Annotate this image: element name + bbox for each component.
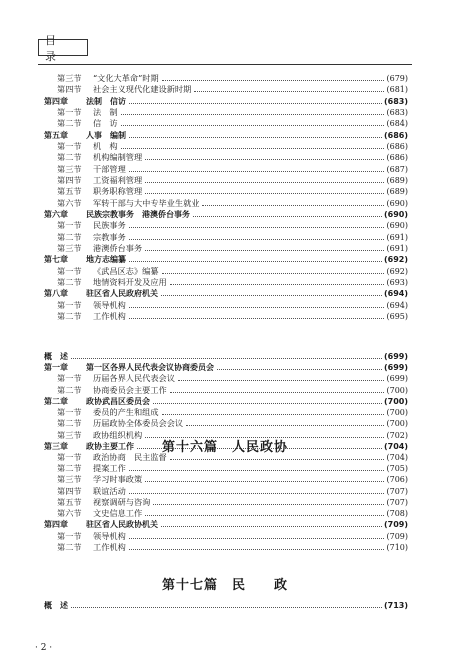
toc-entry-title: 工作机构 (93, 310, 126, 321)
toc-entry-number: 第二节 (57, 384, 82, 395)
toc-page-number: (707) (386, 486, 408, 496)
toc-page-number: (689) (386, 187, 408, 197)
dot-leader (193, 216, 382, 217)
toc-section-row (57, 175, 408, 186)
toc-page-number: (690) (386, 221, 408, 231)
toc-entry-title: 《武昌区志》编纂 (93, 265, 159, 276)
toc-page-number: (707) (386, 497, 408, 507)
toc-page-number: (700) (386, 385, 408, 395)
toc-entry-title: 工资福利管理 (93, 174, 143, 185)
toc-section-row (57, 107, 408, 118)
dot-leader (170, 284, 385, 285)
toc-chapter-row (44, 209, 408, 220)
toc-entry-number: 第一节 (57, 451, 82, 462)
toc-entry-number: 第一节 (57, 140, 82, 151)
toc-chapter-row (44, 519, 408, 530)
part-16-title: 第十六篇 人民政协 (161, 440, 288, 455)
toc-page-number: (700) (386, 419, 408, 429)
toc-page-number: (709) (383, 520, 408, 530)
toc-entry-title: 工作机构 (93, 541, 126, 552)
toc-chapter-row (44, 362, 408, 373)
dot-leader (129, 171, 385, 172)
dot-leader (129, 549, 385, 550)
toc-entry-number: 第一节 (57, 299, 82, 310)
toc-entry-number: 第二节 (57, 231, 82, 242)
toc-entry-title: 联谊活动 (93, 485, 126, 496)
toc-page-number: (690) (383, 209, 408, 219)
toc-page-number: (687) (386, 164, 408, 174)
toc-section-row (57, 277, 408, 288)
toc-entry-title: 领导机构 (93, 299, 126, 310)
dot-leader (153, 403, 382, 404)
toc-entry-number: 第一节 (57, 265, 82, 276)
toc-page-number: (705) (386, 464, 408, 474)
toc-entry-title: 地方志编纂 (86, 255, 126, 265)
header-rule (38, 64, 412, 65)
toc-page-number: (704) (386, 452, 408, 462)
toc-section-row (57, 474, 408, 485)
toc-entry-number: 第二节 (57, 276, 82, 287)
toc-entry-number: 第三节 (57, 474, 82, 485)
toc-page-number: (699) (386, 374, 408, 384)
toc-entry-title: 法制 信访 (86, 96, 126, 106)
dot-leader (129, 538, 385, 539)
dot-leader (170, 459, 385, 460)
toc-page-number: (700) (383, 396, 408, 406)
toc-section-row (57, 198, 408, 209)
dot-leader (129, 227, 385, 228)
toc-entry-title: 学习时事政策 (93, 474, 143, 485)
dot-leader (162, 414, 385, 415)
toc-section-row (57, 152, 408, 163)
toc-section-row (57, 118, 408, 129)
toc-entry-number: 第二节 (57, 418, 82, 429)
toc-entry-title: 社会主义现代化建设新时期 (93, 84, 192, 95)
toc-entry-title: 干部管理 (93, 163, 126, 174)
toc-section-row (57, 542, 408, 553)
toc-page-number: (702) (386, 430, 408, 440)
toc-entry-number: 第一节 (57, 106, 82, 117)
toc-entry-title: 法 制 (93, 106, 118, 117)
toc-entry-number: 第一节 (57, 373, 82, 384)
toc-entry-number: 第二节 (57, 310, 82, 321)
toc-section-row (57, 486, 408, 497)
toc-entry-number: 第一章 (44, 363, 68, 373)
toc-page-number: (689) (386, 175, 408, 185)
dot-leader (129, 493, 385, 494)
dot-leader (161, 526, 382, 527)
toc-entry-title: 宗教事务 (93, 231, 126, 242)
toc-chapter-row (44, 96, 408, 107)
toc-page-number: (699) (383, 363, 408, 373)
toc-page-number: (694) (383, 289, 408, 299)
dot-leader (129, 261, 382, 262)
toc-page-number: (693) (386, 277, 408, 287)
toc-entry-title: “文化大革命”时期 (93, 73, 159, 83)
toc-page-number: (699) (383, 352, 408, 361)
toc-entry-number: 第六章 (44, 209, 68, 219)
toc-entry-number: 第三节 (57, 73, 82, 83)
toc-page-number: (709) (386, 531, 408, 541)
toc-entry-number: 第二节 (57, 118, 82, 129)
dot-leader (121, 114, 385, 115)
toc-entry-number: 第四节 (57, 174, 82, 185)
toc-entry-number: 第六节 (57, 508, 82, 519)
toc-entry-title: 驻区省人民政府机关 (86, 289, 158, 299)
dot-leader (145, 515, 384, 516)
toc-chapter-row (44, 288, 408, 299)
toc-entry-title: 政协武昌区委员会 (86, 396, 150, 406)
toc-page-number: (683) (383, 96, 408, 106)
toc-page-number: (690) (386, 198, 408, 208)
toc-chapter-row (44, 130, 408, 141)
toc-entry-number: 第五节 (57, 496, 82, 507)
toc-entry-title: 信 访 (93, 118, 118, 129)
toc-entry-title: 视察调研与咨询 (93, 496, 151, 507)
toc-entry-number: 第八章 (44, 289, 68, 299)
toc-entry-title: 民族宗教事务 港澳侨台事务 (86, 209, 190, 219)
toc-chapter-row (44, 254, 408, 265)
toc-entry-number: 第三章 (44, 441, 68, 451)
dot-leader (153, 504, 384, 505)
toc-page-number: (691) (386, 232, 408, 242)
toc-header-label: 目 录 (38, 39, 88, 56)
toc-entry-title: 协商委员会主要工作 (93, 384, 167, 395)
toc-section-row (57, 531, 408, 542)
dot-leader (129, 470, 385, 471)
toc-entry-title: 历届政协全体委员会会议 (93, 418, 184, 429)
toc-section-row (57, 463, 408, 474)
dot-leader (194, 91, 384, 92)
toc-page-number: (706) (386, 475, 408, 485)
toc-section-row (57, 232, 408, 243)
dot-leader (129, 307, 385, 308)
toc-page-number: (692) (386, 266, 408, 276)
part-17-title: 第十七篇 民 政 (161, 578, 288, 593)
toc-chapter-row (44, 441, 408, 452)
toc-page-number: (681) (386, 85, 408, 95)
toc-page-number: (694) (386, 300, 408, 310)
toc-section-row (57, 220, 408, 231)
dot-leader (121, 125, 385, 126)
toc-section-row (57, 243, 408, 254)
dot-leader (202, 205, 384, 206)
toc-entry-title: 历届各界人民代表会议 (93, 373, 175, 384)
dot-leader (145, 182, 384, 183)
toc-section-row (57, 407, 408, 418)
dot-leader (145, 437, 384, 438)
toc-page-number: (713) (383, 601, 408, 610)
toc-section-row (57, 497, 408, 508)
toc-section-row (57, 452, 408, 463)
toc-entry-number: 第四节 (57, 84, 82, 95)
dot-leader (186, 425, 384, 426)
dot-leader (145, 159, 384, 160)
toc-entry-number: 第二章 (44, 396, 68, 406)
toc-page-number: (686) (383, 130, 408, 140)
toc-section-row (57, 84, 408, 95)
dot-leader (121, 148, 385, 149)
toc-entry-number: 第三节 (57, 163, 82, 174)
toc-entry-number: 概 述 (44, 601, 68, 610)
dot-leader (129, 239, 385, 240)
toc-entry-number: 第四章 (44, 96, 68, 106)
toc-entry-title: 委员的产生和组成 (93, 407, 159, 418)
toc-entry-title: 领导机构 (93, 530, 126, 541)
toc-entry-title: 职务职称管理 (93, 186, 143, 197)
toc-entry-title: 提案工作 (93, 463, 126, 474)
toc-section-row (57, 373, 408, 384)
toc-chapter-row (44, 396, 408, 407)
toc-page-number: (683) (386, 107, 408, 117)
toc-page-number: (704) (383, 441, 408, 451)
page-number: · 2 · (35, 643, 53, 653)
toc-section-row (57, 418, 408, 429)
toc-entry-number: 第五章 (44, 130, 68, 140)
toc-section-row (57, 508, 408, 519)
toc-entry-number: 第一节 (57, 530, 82, 541)
toc-entry-title: 机 构 (93, 140, 118, 151)
toc-section-row (57, 300, 408, 311)
toc-entry-title: 文史信息工作 (93, 508, 143, 519)
dot-leader (129, 103, 382, 104)
toc-section-row (57, 73, 408, 84)
toc-page-number: (686) (386, 153, 408, 163)
toc-entry-number: 第六节 (57, 197, 82, 208)
toc-entry-number: 第二节 (57, 152, 82, 163)
toc-section-row (57, 164, 408, 175)
toc-page-number: (710) (386, 542, 408, 552)
dot-leader (162, 273, 385, 274)
toc-entry-number: 第五节 (57, 186, 82, 197)
toc-page-number: (686) (386, 141, 408, 151)
dot-leader (161, 295, 382, 296)
dot-leader (129, 137, 382, 138)
dot-leader (71, 358, 382, 359)
toc-entry-number: 第二节 (57, 463, 82, 474)
toc-entry-title: 地情资料开发及应用 (93, 276, 167, 287)
toc-entry-number: 第七章 (44, 255, 68, 265)
toc-entry-number: 第一节 (57, 407, 82, 418)
toc-entry-number: 第四章 (44, 520, 68, 530)
toc-entry-title: 港澳侨台事务 (93, 242, 143, 253)
dot-leader (145, 481, 384, 482)
toc-entry-title: 民族事务 (93, 220, 126, 231)
toc-page-number: (695) (386, 311, 408, 321)
dot-leader (145, 193, 384, 194)
toc-page-number: (700) (386, 408, 408, 418)
toc-section-row (57, 385, 408, 396)
toc-page-number: (691) (386, 243, 408, 253)
toc-page-number: (679) (386, 74, 408, 83)
toc-entry-title: 军转干部与大中专毕业生就业 (93, 197, 200, 208)
toc-entry-number: 第四节 (57, 485, 82, 496)
dot-leader (178, 380, 385, 381)
dot-leader (162, 80, 385, 81)
toc-entry-title: 第一区各界人民代表会议协商委员会 (86, 363, 214, 373)
toc-page-number: (692) (383, 255, 408, 265)
toc-entry-title: 政协组织机构 (93, 429, 143, 440)
dot-leader (71, 607, 382, 608)
toc-entry-number: 第一节 (57, 220, 82, 231)
toc-chapter-row (44, 600, 408, 611)
toc-entry-number: 第三节 (57, 242, 82, 253)
toc-page-number: (684) (386, 119, 408, 129)
toc-entry-title: 政协主要工作 (86, 441, 134, 451)
dot-leader (129, 318, 385, 319)
toc-entry-title: 政治协商 民主监督 (93, 451, 167, 462)
toc-section-row (57, 266, 408, 277)
dot-leader (170, 392, 385, 393)
dot-leader (137, 448, 382, 449)
toc-entry-number: 第三节 (57, 429, 82, 440)
dot-leader (217, 369, 382, 370)
toc-chapter-row (44, 351, 408, 362)
toc-section-row (57, 186, 408, 197)
toc-entry-title: 驻区省人民政协机关 (86, 520, 158, 530)
toc-page-number: (708) (386, 509, 408, 519)
toc-section-row (57, 141, 408, 152)
dot-leader (145, 250, 384, 251)
toc-section-row (57, 430, 408, 441)
toc-entry-title: 机构编制管理 (93, 152, 143, 163)
toc-entry-title: 人事 编制 (86, 130, 126, 140)
toc-entry-number: 第二节 (57, 541, 82, 552)
toc-section-row (57, 311, 408, 322)
toc-entry-number: 概 述 (44, 352, 68, 361)
